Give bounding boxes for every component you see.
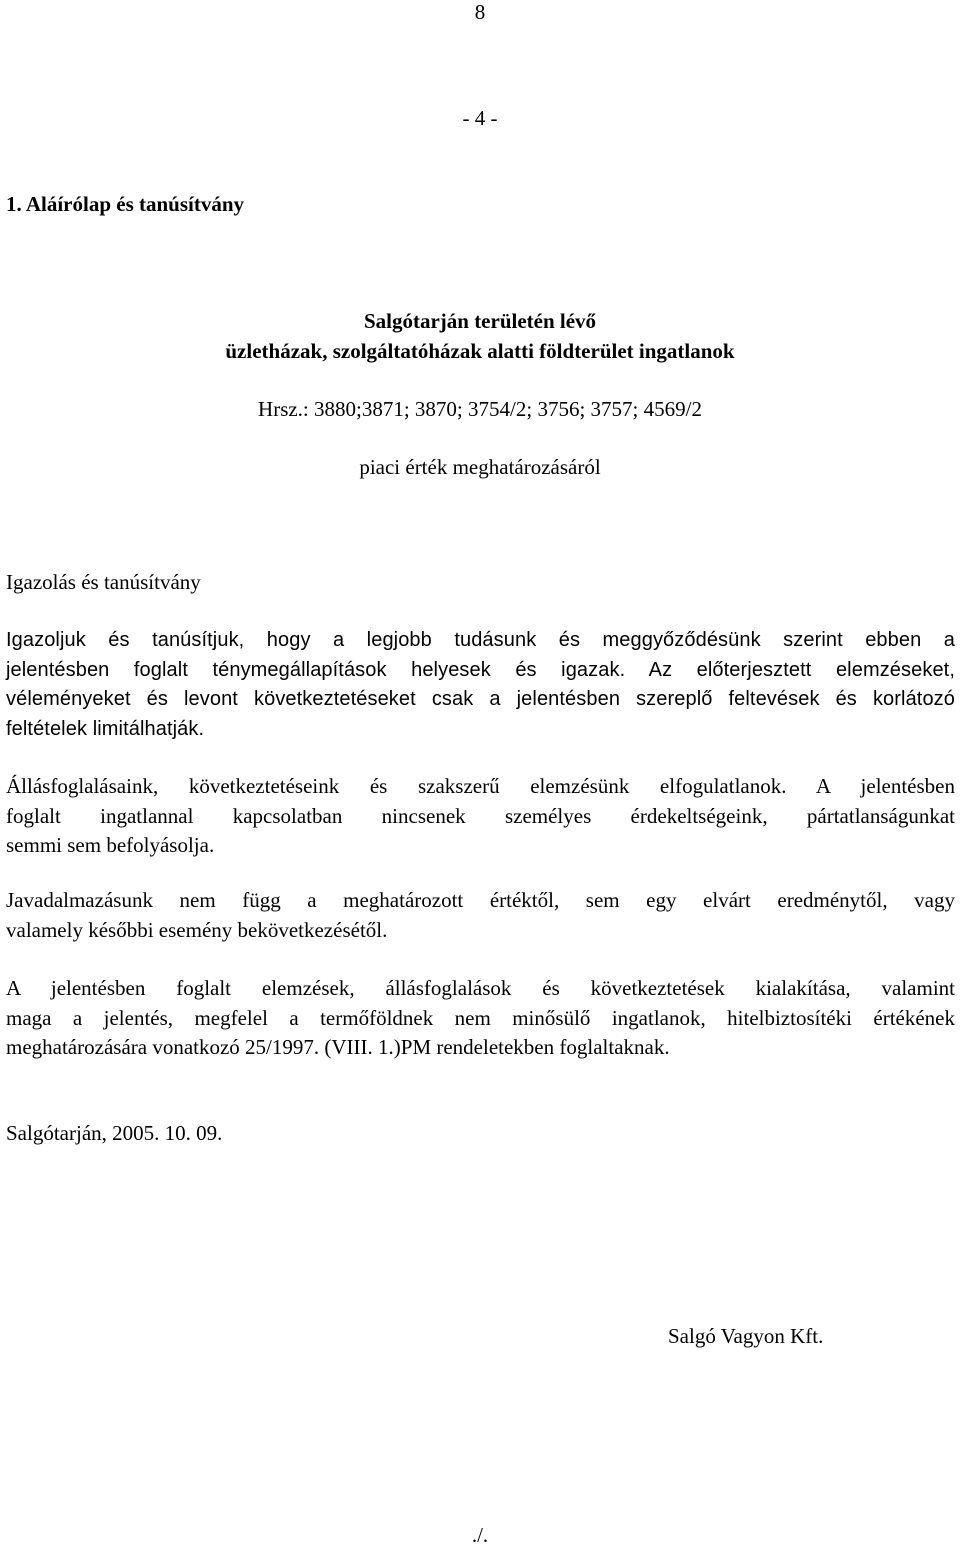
paragraph-line: Javadalmazásunk nem függ a meghatározott értéktől, sem egy elvárt eredménytől, vagy — [6, 888, 955, 912]
paragraph-line: semmi sem befolyásolja. — [6, 833, 215, 857]
hrsz-line: Hrsz.: 3880;3871; 3870; 3754/2; 3756; 3757; 4569/2 — [258, 397, 702, 421]
document-subtitle: piaci érték meghatározásáról — [359, 455, 601, 479]
footer-mark: ./. — [471, 1523, 489, 1547]
page-number-sub: - 4 - — [462, 106, 498, 130]
section-heading: 1. Aláírólap és tanúsítvány — [6, 192, 245, 216]
paragraph-4 — [6, 974, 955, 1063]
page-number-top: 8 — [474, 0, 486, 24]
place-date: Salgótarján, 2005. 10. 09. — [6, 1121, 223, 1145]
paragraph-line: véleményeket és levont következtetéseket csak a jelentésben szereplő feltevések és korlátozó — [6, 688, 955, 710]
cert-heading: Igazolás és tanúsítvány — [6, 570, 201, 594]
paragraph-line: A jelentésben foglalt elemzések, állásfoglalások és következtetések kialakítása, valamint — [6, 976, 955, 1000]
title-line-1: Salgótarján területén lévő — [363, 309, 597, 333]
paragraph-line: Állásfoglalásaink, következtetéseink és szakszerű elemzésünk elfogulatlanok. A jelentésben — [6, 774, 955, 798]
paragraph-line: foglalt ingatlannal kapcsolatban nincsenek személyes érdekeltségeink, pártatlanságunkat — [6, 803, 955, 828]
paragraph-line: valamely későbbi esemény bekövetkezésétől. — [6, 917, 388, 942]
paragraph-line: feltételek limitálhatják. — [6, 717, 205, 740]
paragraph-line: jelentésben foglalt ténymegállapítások helyesek és igazak. Az előterjesztett elemzéseket, — [6, 658, 955, 681]
paragraph-2 — [6, 772, 955, 861]
paragraph-1 — [6, 626, 955, 744]
title-line-2: üzletházak, szolgáltatóházak alatti földterület ingatlanok — [225, 339, 735, 363]
paragraph-3 — [6, 886, 955, 945]
paragraph-line: Igazoljuk és tanúsítjuk, hogy a legjobb tudásunk és meggyőződésünk szerint ebben a — [6, 629, 955, 651]
paragraph-line: maga a jelentés, megfelel a termőföldnek nem minősülő ingatlanok, hitelbiztosítéki értékének — [6, 1005, 955, 1030]
signatory: Salgó Vagyon Kft. — [668, 1324, 824, 1348]
paragraph-line: meghatározására vonatkozó 25/1997. (VIII. 1.)PM rendeletekben foglaltaknak. — [6, 1035, 670, 1059]
